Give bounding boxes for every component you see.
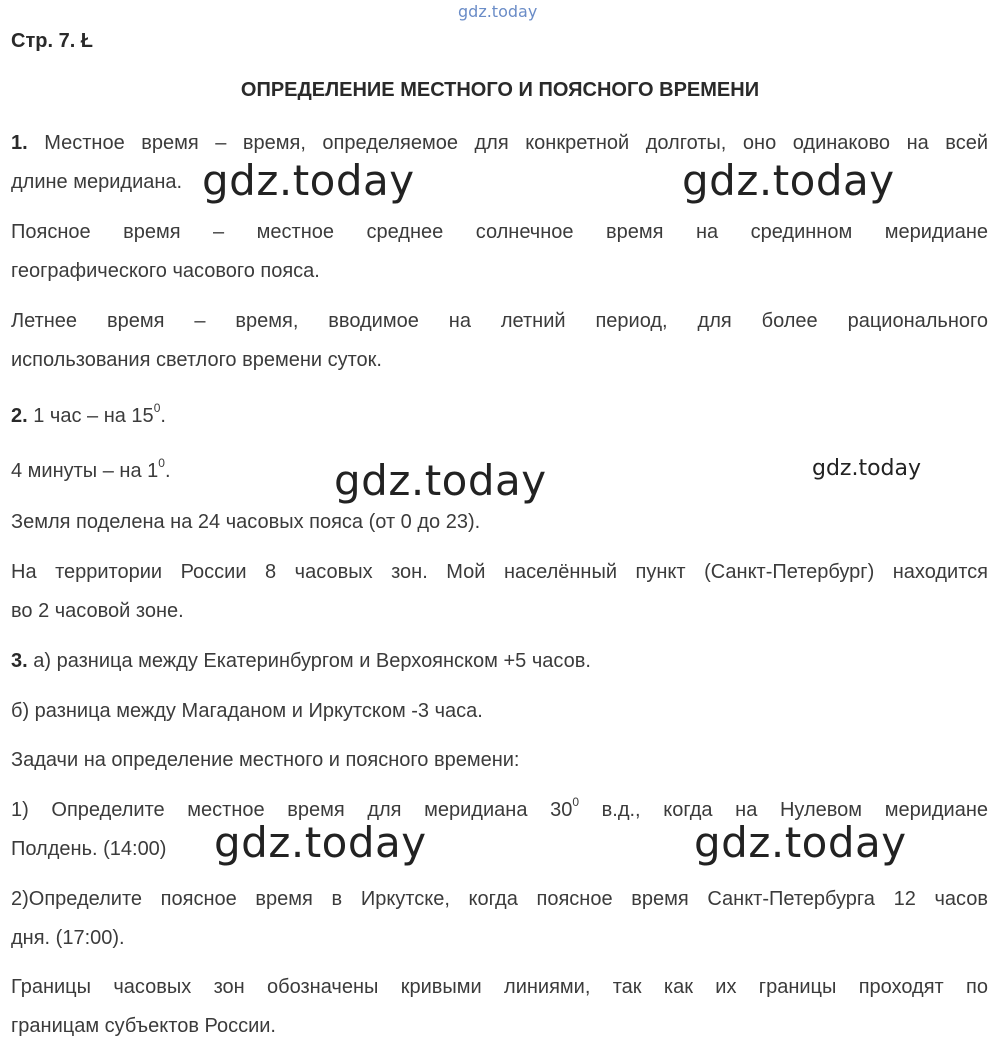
- paragraph-zones-count: Земля поделена на 24 часовых пояса (от 0 до 23).: [11, 511, 481, 533]
- watermark-5: gdz.today: [214, 818, 427, 867]
- page-reference: Стр. 7. Ł: [11, 30, 94, 52]
- task2-line-1: 2)Определите поясное время в Иркутске, когда поясное время Санкт-Петербурга 12 часов: [11, 888, 988, 910]
- section-2-number: 2.: [11, 405, 28, 427]
- paragraph-russia-zones: [11, 553, 988, 631]
- watermark-6: gdz.today: [694, 818, 907, 867]
- page-title: ОПРЕДЕЛЕНИЕ МЕСТНОГО И ПОЯСНОГО ВРЕМЕНИ: [240, 79, 760, 101]
- summer-line-2: использования светлого времени суток.: [11, 349, 382, 371]
- russia-line-1: На территории России 8 часовых зон. Мой населённый пункт (Санкт-Петербург) находится: [11, 561, 988, 583]
- paragraph-answer-a: [11, 642, 988, 681]
- task2-line-2: дня. (17:00).: [11, 927, 125, 949]
- minutes-end: .: [164, 460, 171, 482]
- russia-line-2: во 2 часовой зоне.: [11, 600, 184, 622]
- borders-line-2: границам субъектов России.: [11, 1015, 276, 1037]
- hour-text: 1 час – на 15: [33, 405, 154, 427]
- watermark-2: gdz.today: [682, 156, 895, 205]
- task1-line-2: Полдень. (14:00): [11, 838, 167, 860]
- task1-text-a: 1) Определите местное время для меридиана 30: [11, 799, 573, 821]
- paragraph-summer-time: [11, 302, 988, 380]
- task1-text-b: в.д., когда на Нулевом меридиане: [579, 799, 988, 821]
- borders-line-1: Границы часовых зон обозначены кривыми линиями, так как их границы проходят по: [11, 976, 988, 998]
- watermark-3: gdz.today: [334, 456, 547, 505]
- task1-degree-sup: 0: [572, 795, 580, 810]
- section-3-number: 3.: [11, 650, 28, 672]
- watermark-4: gdz.today: [812, 456, 922, 481]
- watermark-top: gdz.today: [458, 2, 538, 21]
- minutes-degree-sup: 0: [158, 456, 165, 471]
- answer-a-text: а) разница между Екатеринбургом и Верхоянском +5 часов.: [33, 650, 591, 672]
- hour-degree-sup: 0: [153, 401, 161, 416]
- paragraph-borders: [11, 968, 988, 1046]
- tasks-heading: Задачи на определение местного и поясного времени:: [11, 749, 520, 771]
- watermark-1: gdz.today: [202, 156, 415, 205]
- minutes-text: 4 минуты – на 1: [11, 460, 159, 482]
- paragraph-answer-b: б) разница между Магаданом и Иркутском -3 часа.: [11, 700, 483, 722]
- local-line-2: длине меридиана.: [11, 171, 183, 193]
- zone-line-2: географического часового пояса.: [11, 260, 320, 282]
- hour-end: .: [160, 405, 166, 427]
- local-time-text: Местное время – время, определяемое для конкретной долготы, оно одинаково на всей: [44, 132, 988, 154]
- paragraph-hour-degrees: [11, 397, 988, 436]
- paragraph-task-2: [11, 880, 988, 958]
- section-1-number: 1.: [11, 132, 28, 154]
- zone-line-1: Поясное время – местное среднее солнечное время на срединном меридиане: [11, 221, 988, 243]
- summer-line-1: Летнее время – время, вводимое на летний период, для более рационального: [11, 310, 988, 332]
- paragraph-zone-time: [11, 213, 988, 291]
